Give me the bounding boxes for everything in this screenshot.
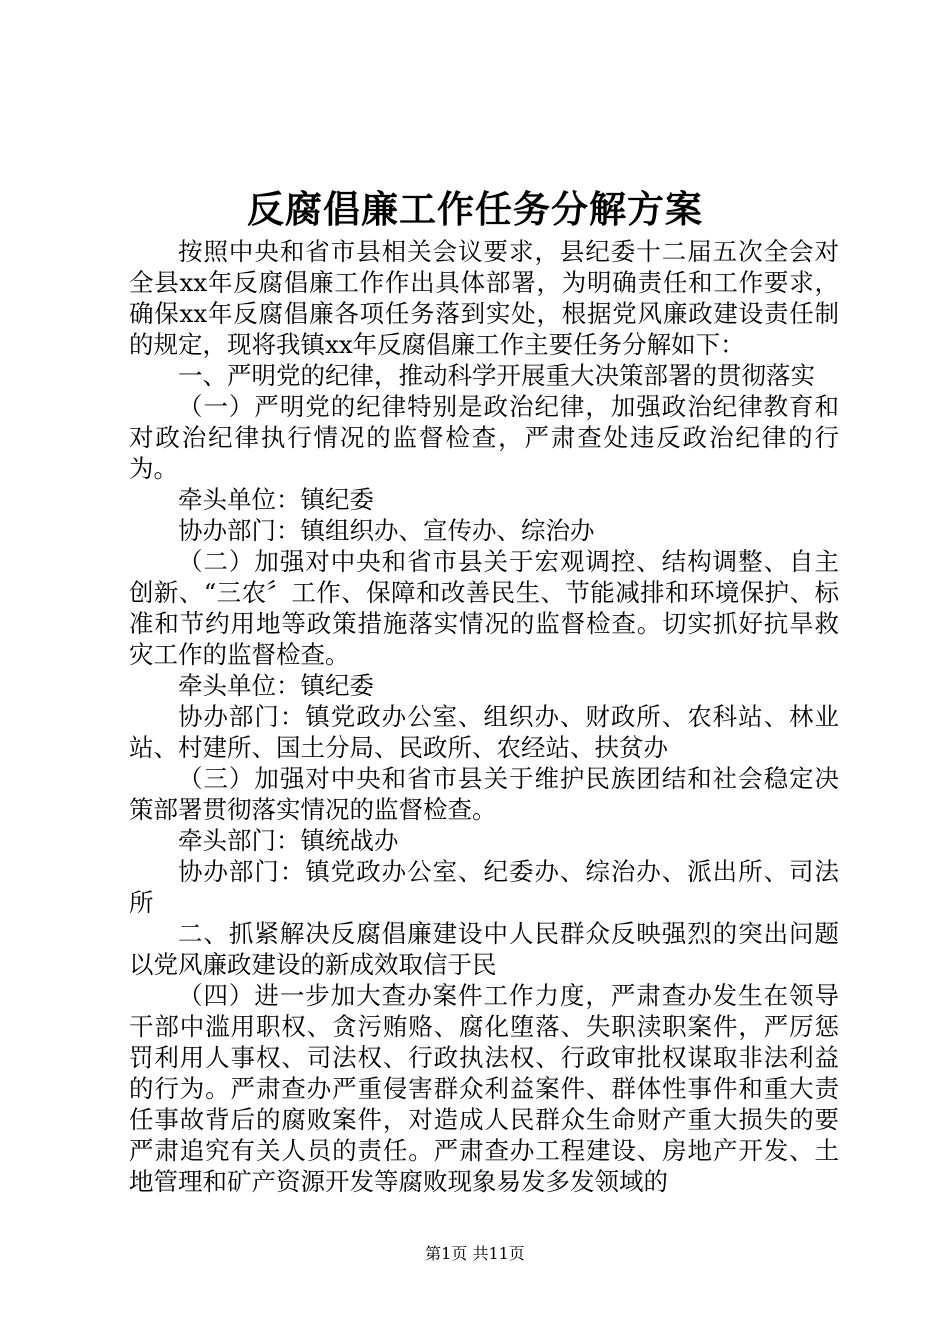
paragraph-item-4: （四）进一步加大查办案件工作力度，严肃查办发生在领导干部中滥用职权、贪污贿赂、腐化堕落、失职渎职案件，严厉惩罚利用人事权、司法权、行政执法权、行政审批权谋取非法利益的行为。严肃查办严重侵害群众利益案件、群体性事件和重大责任事故背后的腐败案件，对造成人民群众生命财产重大损失的要严肃追究有关人员的责任。严肃查办工程建设、房地产开发、土地管理和矿产资源开发等腐败现象易发多发领域的	[129, 981, 839, 1196]
assist-dept-3: 协办部门：镇党政办公室、纪委办、综治办、派出所、司法所	[129, 857, 839, 917]
lead-unit-3: 牵头部门：镇统战办	[178, 826, 399, 855]
document-title: 反腐倡廉工作任务分解方案	[247, 187, 703, 231]
section-heading-1: 一、严明党的纪律，推动科学开展重大决策部署的贯彻落实	[178, 361, 815, 390]
section-heading-2: 二、抓紧解决反腐倡廉建设中人民群众反映强烈的突出问题以党风廉政建设的新成效取信于民	[129, 919, 839, 979]
lead-unit-1: 牵头单位：镇纪委	[178, 485, 374, 514]
page-footer: 第1页 共11页	[425, 1244, 525, 1263]
lead-unit-2: 牵头单位：镇纪委	[178, 671, 374, 700]
document-body	[129, 236, 839, 1197]
paragraph-item-1: （一）严明党的纪律特别是政治纪律，加强政治纪律教育和对政治纪律执行情况的监督检查，严肃查处违反政治纪律的行为。	[129, 392, 839, 483]
paragraph-item-3: （三）加强对中央和省市县关于维护民族团结和社会稳定决策部署贯彻落实情况的监督检查。	[129, 764, 839, 824]
assist-dept-2: 协办部门：镇党政办公室、组织办、财政所、农科站、林业站、村建所、国土分局、民政所、农经站、扶贫办	[129, 702, 839, 762]
paragraph-intro: 按照中央和省市县相关会议要求，县纪委十二届五次全会对全县xx年反腐倡廉工作作出具体部署，为明确责任和工作要求，确保xx年反腐倡廉各项任务落到实处，根据党风廉政建设责任制的规定，现将我镇xx年反腐倡廉工作主要任务分解如下：	[129, 237, 839, 359]
paragraph-item-2: （二）加强对中央和省市县关于宏观调控、结构调整、自主创新、“三农〞工作、保障和改善民生、节能减排和环境保护、标准和节约用地等政策措施落实情况的监督检查。切实抓好抗旱救灾工作的监督检查。	[129, 547, 839, 669]
assist-dept-1: 协办部门：镇组织办、宣传办、综治办	[178, 516, 595, 545]
